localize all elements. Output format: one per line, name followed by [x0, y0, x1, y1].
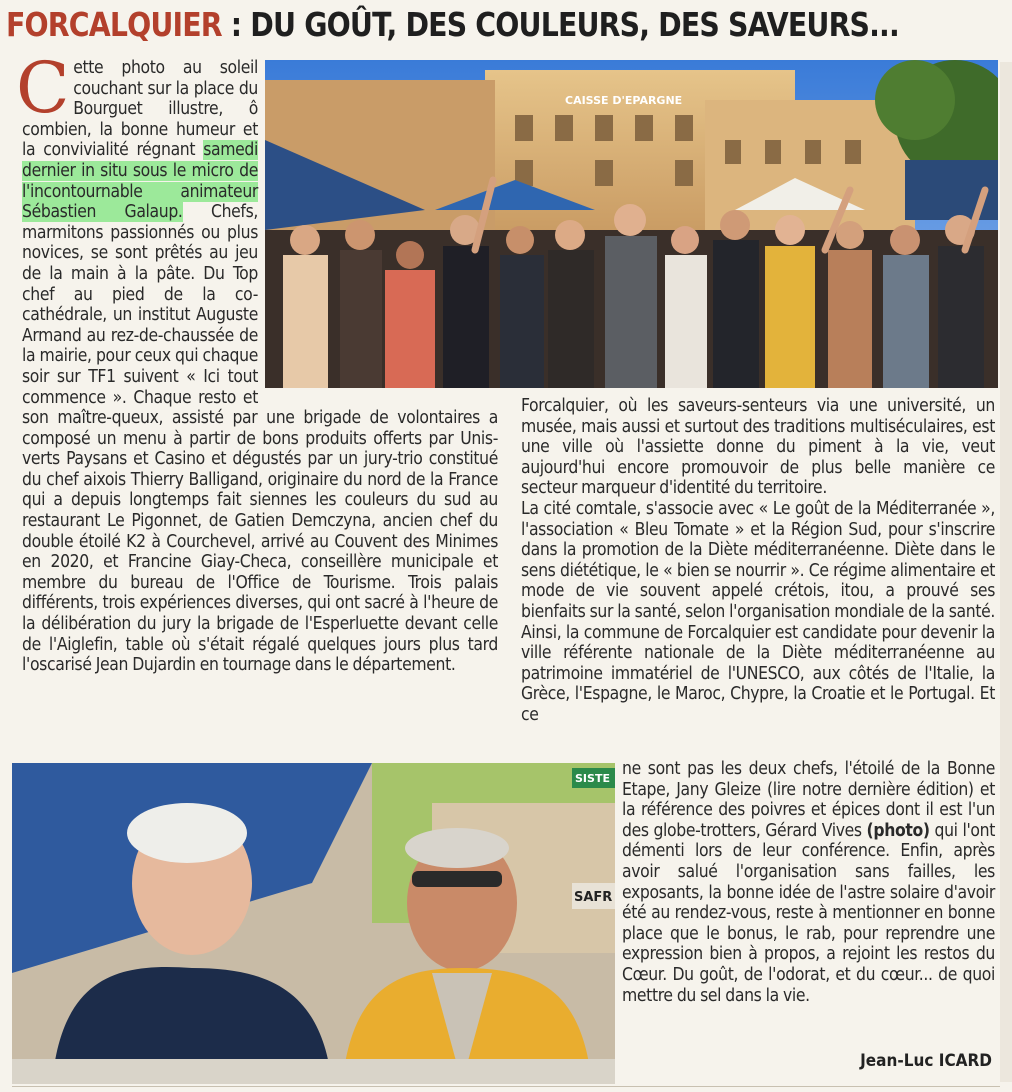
article-column-right — [521, 396, 995, 726]
article-paragraph: La cité comtale, s'associe avec « Le goût de la Méditerranée », l'association « Bleu Tomate » et la Région Sud, pour s'inscrire dans la promotion de la Diète méditerranéenne. Diète dans le sens diététique, le « bien se nourrir ». Ce régime alimentaire et mode de vie souvent appelé crétois, itou, a prouvé ses bienfaits sur la santé, selon l'organisation mondiale de la santé. Ainsi, la commune de Forcalquier est candidate pour devenir la ville référente nationale de la Diète méditerranéenne au patrimoine immatériel de l'UNESCO, aux côtés de l'Italie, la Grèce, l'Espagne, le Maroc, Chypre, la Croatie et le Portugal. Et ce — [521, 498, 995, 725]
drop-cap: C — [16, 47, 70, 129]
adjacent-page-edge — [1000, 62, 1012, 1082]
article-column-bottom-right — [622, 759, 995, 1006]
headline-separator: : — [221, 5, 251, 44]
author-signature: Jean-Luc ICARD — [860, 1051, 992, 1071]
street-sign: SISTE — [575, 772, 610, 785]
article-lead: ette photo au soleil couchant sur la place du Bourguet illustre, ô combien, la bonne humeur et la convivialité régnant — [22, 58, 258, 161]
bottom-rule — [12, 1086, 1000, 1087]
building-sign: CAISSE D'EPARGNE — [565, 94, 683, 107]
article-paragraph: Forcalquier, où les saveurs-senteurs via une université, un musée, mais aussi et surtout des traditions multiséculaires, est une ville où l'assiette donne du piment à la vie, veut aujourd'hui encore promouvoir de plus belle manière ce secteur marqueur d'identité du territoire. — [521, 396, 995, 499]
headline-title: DU GOÛT, DES COULEURS, DES SAVEURS... — [250, 5, 899, 44]
shop-sign: SAFR — [574, 890, 613, 905]
article-body-left: Chefs, marmitons passionnés ou plus novices, se sont prêtés au jeu de la main à la pâte. Du Top chef au pied de la co-cathédrale, un institut Auguste Armand au rez-de-chaussée de la mairie, pour ceux qui chaque soir sur TF1 suivent « Ici tout commence ». Chaque resto et son maître-queux, assisté par une brigade de volontaires a composé un menu à partir de bons produits offerts par Unis-verts Paysans et Casino et dégustés par un jury-trio constitué du chef aixois Thierry Balligand, originaire du nord de la France qui a depuis longtemps fait siennes les couleurs du sud au restaurant Le Pigonnet, de Gatien Demczyna, ancien chef du double étoilé K2 à Courchevel, arrivé au Couvent des Minimes en 2020, et Francine Giay-Checa, conseillère municipale et membre du bureau de l'Office de Tourisme. Trois palais différents, trois expériences diverses, qui ont sacré à l'heure de la délibération du jury la brigade de l'Esperluette devant celle de l'Aiglefin, table où s'était régalé quelques jours plus tard l'oscarisé Jean Dujardin en tournage dans le département. — [22, 202, 498, 676]
group-photo — [265, 60, 998, 388]
headline-kicker: FORCALQUIER — [6, 5, 222, 44]
photo-reference: (photo) — [866, 820, 930, 841]
chefs-photo — [12, 763, 615, 1084]
headline — [6, 0, 899, 50]
highlighted-text: samedi dernier in situ sous le micro de l'incontournable animateur Sébastien Galaup. — [22, 140, 258, 223]
article-paragraph: ne sont pas les deux chefs, l'étoilé de la Bonne Etape, Jany Gleize (lire notre dernière édition) et la référence des poivres et épices dont il est l'un des globe-trotters, Gérard Vives — [622, 759, 995, 841]
article-paragraph: qui l'ont démenti lors de leur conférence. Enfin, après avoir salué l'organisation sans failles, les exposants, la bonne idée de l'astre solaire d'avoir été au rendez-vous, reste à mentionner en bonne place que le bonus, le rab, pour reprendre une expression bien à propos, a rejoint les restos du Cœur. Du goût, de l'odorat, et du cœur... de quoi mettre du sel dans la vie. — [622, 820, 995, 1006]
